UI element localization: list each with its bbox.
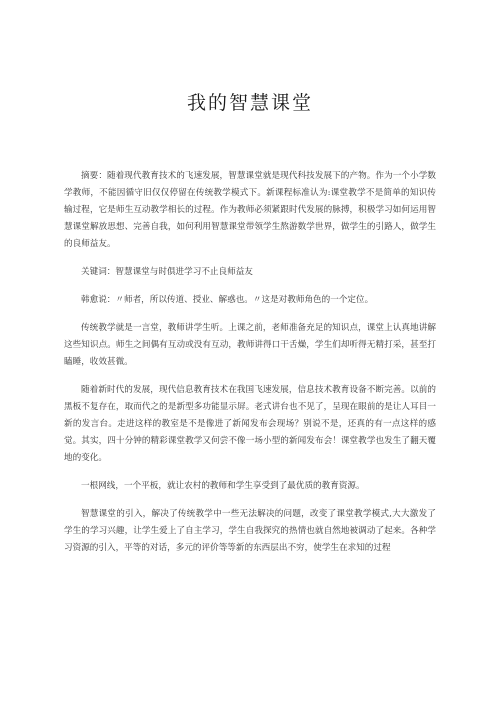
body-paragraph: 随着新时代的发展，现代信息教育技术在我国飞速发展，信息技术教育设备不断完善。以前的黑板不复存在，取而代之的是新型多功能显示屏。老式讲台也不见了，呈现在眼前的是让人耳目一新的发言台。走进这样的教室是不是像进了新闻发布会现场？别说不是，还真的有一点这样的感觉。其实，四十分钟的精彩课堂教学又何尝不像一场小型的新闻发布会！课堂教学也发生了翻天覆地的变化。: [64, 385, 436, 463]
body-paragraph: 一根网线，一个平板，就让农村的教师和学生享受到了最优质的教育资源。: [81, 481, 365, 491]
abstract-paragraph: 摘要：随着现代教育技术的飞速发展，智慧课堂就是现代科技发展下的产物。作为一个小学数学教师，不能因循守旧仅仅停留在传统教学模式下。新课程标准认为:课堂教学不是简单的知识传输过程，它是师生互动教学相长的过程。作为教师必须紧跟时代发展的脉搏，积极学习如何运用智慧课堂解放思想、完善自我，如何利用智慧课堂带领学生熬游数学世界，做学生的引路人，做学生的良师益友。: [64, 171, 436, 249]
document-body: [64, 168, 436, 568]
body-paragraph: 传统教学就是一言堂，教师讲学生听。上课之前，老师准备充足的知识点，课堂上认真地讲解这些知识点。师生之间偶有互动或没有互动，教师讲得口干舌燥，学生们却听得无精打采，甚至打瞌睡，收效甚微。: [64, 323, 436, 367]
page-title: 我的智慧课堂: [186, 92, 313, 114]
quote-paragraph: 韩愈说：〃师者，所以传道、授业、解惑也。〃这是对教师角色的一个定位。: [81, 295, 374, 305]
body-paragraph: 智慧课堂的引入，解决了传统教学中一些无法解决的问题，改变了课堂教学模式,大大激发了学生的学习兴趣，让学生爱上了自主学习，学生自我探究的热情也就自然地被调动了起来。各种学习资源的引入，平等的对话，多元的评价等等新的东西层出不穷，使学生在求知的过程: [64, 509, 436, 553]
keywords-paragraph: 关键词：智慧课堂与时俱进学习不止良师益友: [81, 267, 253, 277]
